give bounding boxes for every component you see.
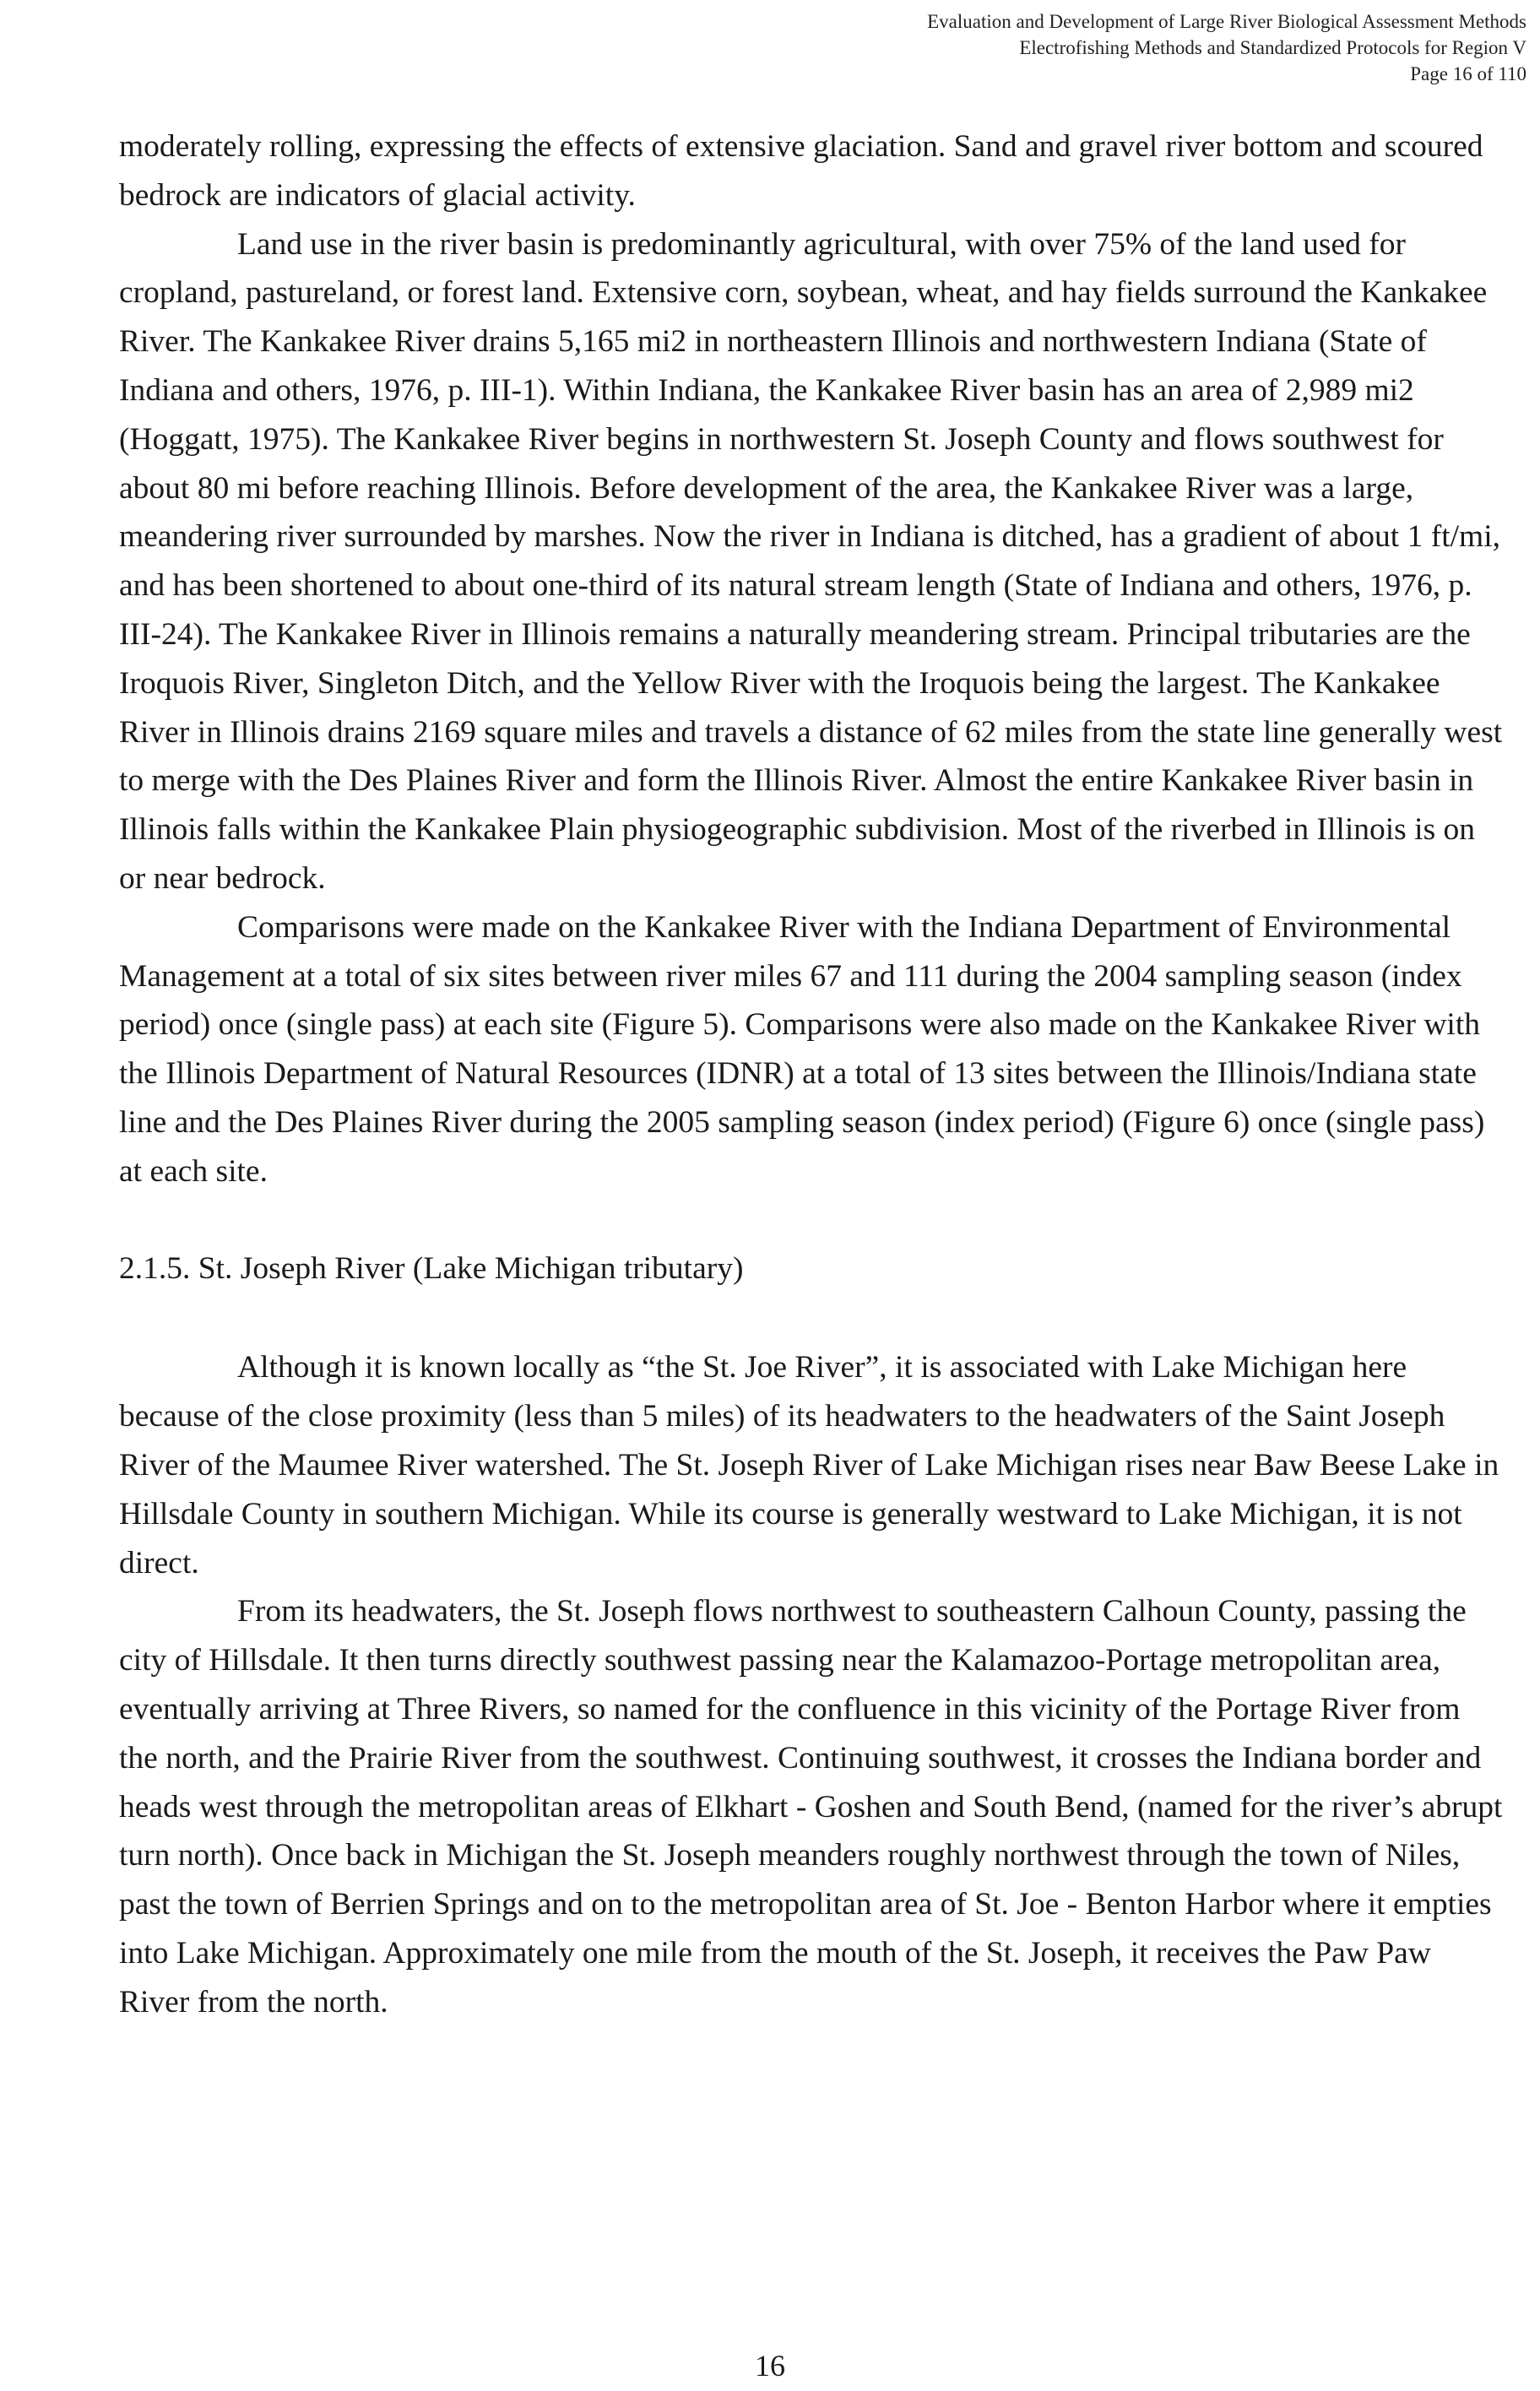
paragraph-st-joe-intro: Although it is known locally as “the St. Joe River”, it is associated with Lake Michigan here because of the close proximity (less than 5 miles) of its headwaters to the headwaters of the Saint Joseph River of the Maumee River watershed. The St. Joseph River of Lake Michigan rises near Baw Beese Lake in Hillsdale County in southern Michigan. While its course is generally westward to Lake Michigan, it is not direct. bbox=[119, 1350, 1499, 1580]
running-header bbox=[682, 8, 1526, 87]
header-page-info: Page 16 of 110 bbox=[1410, 63, 1526, 84]
header-subtitle: Electrofishing Methods and Standardized Protocols for Region V bbox=[1019, 37, 1526, 58]
paragraph-st-joe-course: From its headwaters, the St. Joseph flows northwest to southeastern Calhoun County, passing the city of Hillsdale. It then turns directly southwest passing near the Kalamazoo-Portage metropolitan area, eventually arriving at Three Rivers, so named for the confluence in this vicinity of the Portage River from the north, and the Prairie River from the southwest. Continuing southwest, it crosses the Indiana border and heads west through the metropolitan areas of Elkhart - Goshen and South Bend, (named for the river’s abrupt turn north). Once back in Michigan the St. Joseph meanders roughly northwest through the town of Niles, past the town of Berrien Springs and on to the metropolitan area of St. Joe - Benton Harbor where it empties into Lake Michigan. Approximately one mile from the mouth of the St. Joseph, it receives the Paw Paw River from the north. bbox=[119, 1594, 1503, 2020]
page-number: 16 bbox=[755, 2349, 785, 2383]
paragraph-comparisons: Comparisons were made on the Kankakee River with the Indiana Department of Environmental Management at a total of six sites between river miles 67 and 111 during the 2004 sampling season (index period) once (single pass) at each site (Figure 5). Comparisons were also made on the Kankakee River with the Illinois Department of Natural Resources (IDNR) at a total of 13 sites between the Illinois/Indiana state line and the Des Plaines River during the 2005 sampling season (index period) (Figure 6) once (single pass) at each site. bbox=[119, 909, 1485, 1189]
paragraph-continued: moderately rolling, expressing the effects of extensive glaciation. Sand and gravel river bottom and scoured bedrock are indicators of glacial activity. bbox=[119, 129, 1483, 213]
page-body bbox=[119, 122, 1504, 2026]
paragraph-land-use: Land use in the river basin is predominantly agricultural, with over 75% of the land used for cropland, pastureland, or forest land. Extensive corn, soybean, wheat, and hay fields surround the Kankakee River. The Kankakee River drains 5,165 mi2 in northeastern Illinois and northwestern Indiana (State of Indiana and others, 1976, p. III-1). Within Indiana, the Kankakee River basin has an area of 2,989 mi2 (Hoggatt, 1975). The Kankakee River begins in northwestern St. Joseph County and flows southwest for about 80 mi before reaching Illinois. Before development of the area, the Kankakee River was a large, meandering river surrounded by marshes. Now the river in Indiana is ditched, has a gradient of about 1 ft/mi, and has been shortened to about one-third of its natural stream length (State of Indiana and others, 1976, p. III-24). The Kankakee River in Illinois remains a naturally meandering stream. Principal tributaries are the Iroquois River, Singleton Ditch, and the Yellow River with the Iroquois being the largest. The Kankakee River in Illinois drains 2169 square miles and travels a distance of 62 miles from the state line generally west to merge with the Des Plaines River and form the Illinois River. Almost the entire Kankakee River basin in Illinois falls within the Kankakee Plain physiogeographic subdivision. Most of the riverbed in Illinois is on or near bedrock. bbox=[119, 226, 1503, 896]
header-title: Evaluation and Development of Large River Biological Assessment Methods bbox=[927, 11, 1526, 32]
section-heading: 2.1.5. St. Joseph River (Lake Michigan tributary) bbox=[119, 1250, 744, 1286]
